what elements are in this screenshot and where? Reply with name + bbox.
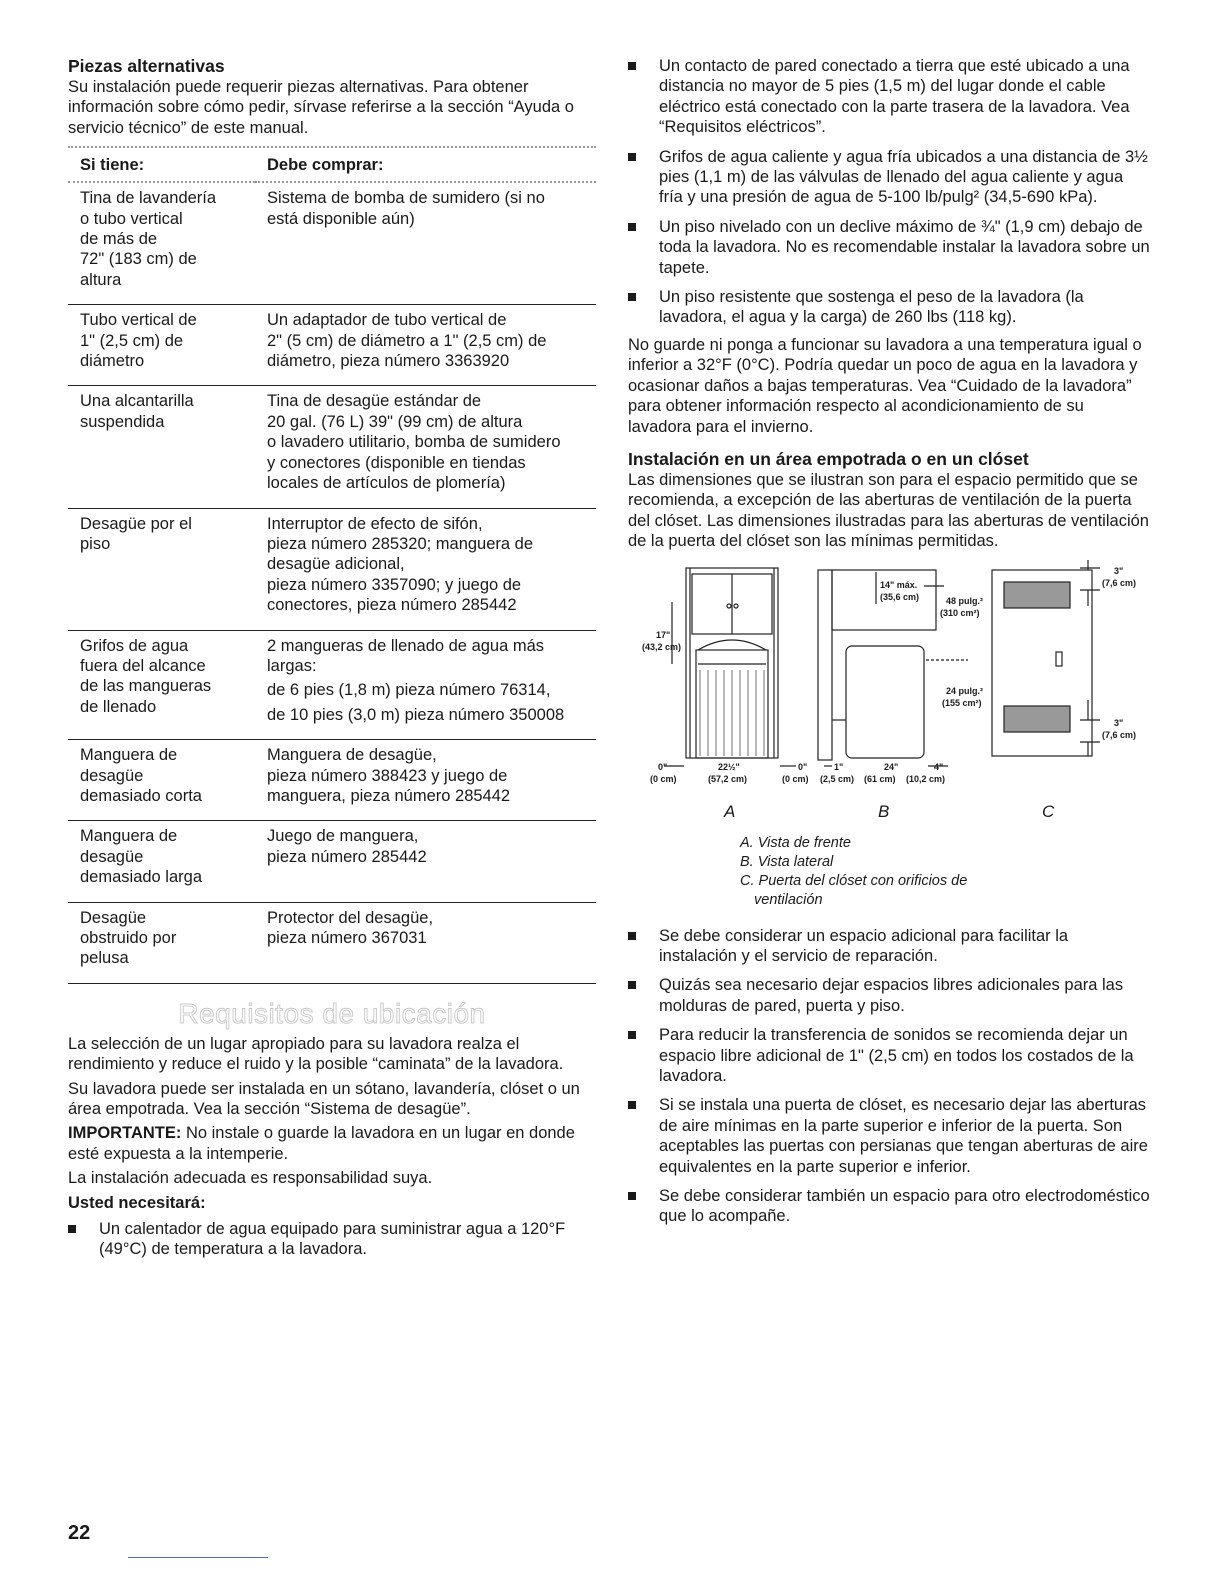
bullet-square-icon xyxy=(628,62,636,70)
bullet-square-icon xyxy=(628,223,636,231)
closet-heading: Instalación en un área empotrada o en un clóset xyxy=(628,448,1029,469)
cell-buy xyxy=(255,182,596,305)
cell-line: está disponible aún) xyxy=(267,209,415,228)
closet-text: Las dimensiones que se ilustran son para el espacio permitido que se recomienda, a excepción de las aberturas de ventilación de la puerta del clóset. Las dimensiones ilustradas para las aberturas de ventilación de la puerta del clóset son las mínimas permitidas. xyxy=(628,470,1149,551)
cell-have xyxy=(68,182,255,305)
cell-buy xyxy=(255,508,596,630)
list-item-text: Un piso resistente que sostenga el peso de la lavadora (la lavadora, el agua y la carga) de 260 lbs (118 kg). xyxy=(659,288,1084,327)
figure-label-a: A xyxy=(724,801,736,821)
cell-buy xyxy=(255,740,596,821)
dim-a-22: 22½" xyxy=(718,761,740,772)
cell-line: Tina de desagüe estándar de xyxy=(267,392,482,411)
table-row xyxy=(68,508,596,630)
alt-parts-heading: Piezas alternativas xyxy=(68,56,225,76)
location-p1: La selección de un lugar apropiado para su lavadora realza el rendimiento y reduce el ruido y la posible “caminata” de la lavadora. xyxy=(68,1034,564,1074)
side-view-washer xyxy=(846,646,924,758)
dim-b-24: 24" xyxy=(884,761,899,772)
table-row xyxy=(68,182,596,305)
dim-a-0b-cm: (0 cm) xyxy=(782,773,809,784)
important-text: No instale o guarde la lavadora en un lugar en donde esté expuesta a la intemperie. xyxy=(68,1124,575,1163)
cell-line: Sistema de bomba de sumidero (si no xyxy=(267,189,545,208)
cell-line: de 10 pies (3,0 m) pieza número 350008 xyxy=(267,705,565,724)
cell-line: Interruptor de efecto de sifón, xyxy=(267,514,483,533)
cell-line: obstruido por xyxy=(80,929,177,947)
table-row xyxy=(68,902,596,983)
cell-line: 20 gal. (76 L) 39" (99 cm) de altura xyxy=(267,412,523,431)
cell-buy xyxy=(255,821,596,902)
cell-have xyxy=(68,508,255,630)
cell-line: 1" (2,5 cm) de xyxy=(80,331,184,350)
cell-line: demasiado larga xyxy=(80,868,202,887)
clearance-diagram xyxy=(628,560,1150,800)
cell-line: 2 mangueras de llenado de agua más xyxy=(267,636,545,655)
cell-buy xyxy=(255,386,596,508)
dim-3-bot-cm: (7,6 cm) xyxy=(1102,729,1137,740)
dim-48-cm: (310 cm²) xyxy=(940,607,980,618)
location-p3: La instalación adecuada es responsabilidad suya. xyxy=(68,1169,433,1188)
bullet-square-icon xyxy=(628,1101,636,1109)
bullet-square-icon xyxy=(628,981,636,989)
important-label: IMPORTANTE: xyxy=(68,1124,182,1143)
cell-have xyxy=(68,902,255,983)
cell-line: Desagüe xyxy=(80,908,147,927)
list-item-text: Se debe considerar también un espacio para otro electrodoméstico que lo acompañe. xyxy=(659,1187,1150,1226)
dim-b-4: 4" xyxy=(934,761,944,772)
list-item xyxy=(628,926,1150,967)
caption-a: A. Vista de frente xyxy=(740,834,851,851)
table-row xyxy=(68,821,596,902)
cell-have xyxy=(68,821,255,902)
bullet-square-icon xyxy=(628,932,636,940)
cell-line: de las mangueras xyxy=(80,677,212,696)
cell-buy xyxy=(255,630,596,740)
cell-line: desagüe xyxy=(80,766,144,785)
cell-line: largas: xyxy=(267,656,317,675)
dim-b-1: 1" xyxy=(834,761,844,772)
dim-17: 17" xyxy=(656,629,671,640)
need-list xyxy=(68,1219,596,1260)
cell-have xyxy=(68,305,255,386)
list-item xyxy=(628,975,1150,1016)
dim-14: 14" máx. xyxy=(880,579,918,590)
table-row xyxy=(68,386,596,508)
table-row xyxy=(68,305,596,386)
bullet-square-icon xyxy=(68,1225,76,1233)
requirements-list xyxy=(628,56,1150,328)
cell-line: locales de artículos de plomería) xyxy=(267,474,506,493)
cell-line: Desagüe por el xyxy=(80,514,192,533)
divider xyxy=(68,146,596,148)
cell-line: pieza número 388423 y juego de xyxy=(267,766,508,785)
left-column xyxy=(68,56,596,1269)
cell-line: 2" (5 cm) de diámetro a 1" (2,5 cm) de xyxy=(267,331,547,350)
page-number: 22 xyxy=(68,1522,91,1544)
cell-line: 72" (183 cm) de xyxy=(80,250,197,269)
cell-line: o lavadero utilitario, bomba de sumidero xyxy=(267,433,561,452)
caption-b: B. Vista lateral xyxy=(740,853,834,870)
list-item-text: Para reducir la transferencia de sonidos se recomienda dejar un espacio libre adicional de 1" (2,5 cm) en todos los costados de la lavadora. xyxy=(659,1026,1134,1085)
cell-line: conectores, pieza número 285442 xyxy=(267,596,517,615)
figure-letters xyxy=(628,800,1150,830)
cell-line: Juego de manguera, xyxy=(267,827,419,846)
dim-14-cm: (35,6 cm) xyxy=(880,591,920,602)
right-column xyxy=(628,56,1150,1236)
upper-vent-icon xyxy=(1004,582,1070,608)
temperature-note: No guarde ni ponga a funcionar su lavadora a una temperatura igual o inferior a 32°F (0°C). Podría quedar un poco de agua en la lavadora y ocasionar daños a bajas temperaturas. Vea “Cuidado de la lavadora” para obtener información respecto al acondicionamiento de su lavadora para el invierno. xyxy=(628,335,1142,436)
cell-buy xyxy=(255,305,596,386)
cell-line: Un adaptador de tubo vertical de xyxy=(267,311,507,330)
list-item-text: Grifos de agua caliente y agua fría ubicados a una distancia de 3½ pies (1,1 m) de las válvulas de llenado del agua caliente y agua fría y una presión de agua de 5-100 lb/pulg² (34,5-690 kPa). xyxy=(659,147,1148,207)
cell-line: piso xyxy=(80,534,111,553)
list-item xyxy=(628,217,1150,278)
cell-have xyxy=(68,740,255,821)
cell-have xyxy=(68,630,255,740)
list-item-text: Un contacto de pared conectado a tierra que esté ubicado a una distancia no mayor de 5 pies (1,5 m) del lugar donde el cable eléctrico está conectado con la parte trasera de la lavadora. Vea “Requisitos eléctricos”. xyxy=(659,57,1130,137)
alt-parts-table xyxy=(68,152,596,984)
table-header-have: Si tiene: xyxy=(68,152,255,182)
list-item xyxy=(628,56,1150,138)
caption-c-cont: ventilación xyxy=(754,891,823,908)
cell-line: de más de xyxy=(80,230,158,249)
cell-line: altura xyxy=(80,270,122,289)
caption-c: C. Puerta del clóset con orificios de xyxy=(740,872,968,889)
dim-3-top: 3" xyxy=(1114,565,1124,576)
list-item xyxy=(628,287,1150,328)
bullet-square-icon xyxy=(628,293,636,301)
dim-3-bot: 3" xyxy=(1114,717,1124,728)
dim-b-4-cm: (10,2 cm) xyxy=(906,773,946,784)
figure-label-c: C xyxy=(1042,801,1055,821)
dim-3-top-cm: (7,6 cm) xyxy=(1102,577,1137,588)
cell-line: pieza número 3357090; y juego de xyxy=(267,575,522,594)
dim-17-cm: (43,2 cm) xyxy=(642,641,682,652)
lower-vent-icon xyxy=(1004,706,1070,732)
list-item-text: Quizás sea necesario dejar espacios libres adicionales para las molduras de pared, puerta y piso. xyxy=(659,976,1124,1015)
location-section-title: Requisitos de ubicación xyxy=(178,997,486,1029)
footer-line xyxy=(128,1557,268,1558)
cell-line: demasiado corta xyxy=(80,786,202,805)
cell-line: Grifos de agua xyxy=(80,636,189,655)
table-row xyxy=(68,740,596,821)
cell-line: diámetro xyxy=(80,352,145,371)
cell-line: o tubo vertical xyxy=(80,209,183,228)
cell-line: de llenado xyxy=(80,697,157,716)
cell-line: manguera, pieza número 285442 xyxy=(267,786,511,805)
dim-48: 48 pulg.² xyxy=(946,595,984,606)
table-header-buy: Debe comprar: xyxy=(255,152,596,182)
list-item-text: Un calentador de agua equipado para suministrar agua a 120°F (49°C) de temperatura a la lavadora. xyxy=(99,1220,566,1259)
cell-line: pieza número 285442 xyxy=(267,847,427,866)
cell-line: fuera del alcance xyxy=(80,656,206,675)
door-handle-icon xyxy=(1056,652,1062,666)
cell-line: pelusa xyxy=(80,949,129,968)
cell-line: suspendida xyxy=(80,412,165,431)
cell-line: Tina de lavandería xyxy=(80,189,217,208)
list-item xyxy=(628,1186,1150,1227)
cell-line: Una alcantarilla xyxy=(80,392,194,411)
figure-captions xyxy=(740,834,1150,910)
important-note xyxy=(68,1123,596,1164)
need-heading: Usted necesitará: xyxy=(68,1193,206,1212)
cell-line: y conectores (disponible en tiendas xyxy=(267,453,526,472)
cell-line: Tubo vertical de xyxy=(80,311,197,330)
location-p2: Su lavadora puede ser instalada en un sótano, lavandería, clóset o un área empotrada. Vea la sección “Sistema de desagüe”. xyxy=(68,1079,580,1119)
cell-line: pieza número 285320; manguera de xyxy=(267,534,534,553)
list-item xyxy=(68,1219,596,1260)
bullet-square-icon xyxy=(628,1192,636,1200)
cell-line: Manguera de desagüe, xyxy=(267,746,437,765)
bullet-square-icon xyxy=(628,153,636,161)
cell-line: Protector del desagüe, xyxy=(267,908,434,927)
cell-buy xyxy=(255,902,596,983)
installation-figure xyxy=(628,560,1150,800)
cell-line: Manguera de xyxy=(80,827,178,846)
dim-b-1-cm: (2,5 cm) xyxy=(820,773,855,784)
list-item xyxy=(628,1095,1150,1177)
cell-have xyxy=(68,386,255,508)
list-item-text: Si se instala una puerta de clóset, es necesario dejar las aberturas de aire mínimas en la parte superior e inferior de la puerta. Son aceptables las puertas con persianas que tengan aberturas de aire equivalentes en la parte superior e inferior. xyxy=(659,1096,1148,1176)
dim-b-24-cm: (61 cm) xyxy=(864,773,896,784)
dim-a-22-cm: (57,2 cm) xyxy=(708,773,748,784)
figure-label-b: B xyxy=(878,801,890,821)
dim-a-0-cm: (0 cm) xyxy=(650,773,677,784)
dim-a-0b: 0" xyxy=(798,761,808,772)
alt-parts-intro: Su instalación puede requerir piezas alternativas. Para obtener información sobre cómo pedir, sírvase referirse a la sección “Ayuda o servicio técnico” de este manual. xyxy=(68,78,574,137)
bullet-square-icon xyxy=(628,1031,636,1039)
list-item-text: Un piso nivelado con un declive máximo de ¾" (1,9 cm) debajo de toda la lavadora. No es recomendable instalar la lavadora sobre un tapete. xyxy=(659,217,1150,277)
list-item-text: Se debe considerar un espacio adicional para facilitar la instalación y el servicio de reparación. xyxy=(659,926,1069,965)
cell-line: diámetro, pieza número 3363920 xyxy=(267,352,510,371)
extra-requirements-list xyxy=(628,926,1150,1227)
list-item xyxy=(628,1025,1150,1086)
cell-line: desagüe adicional, xyxy=(267,555,405,574)
dim-24pulg: 24 pulg.² xyxy=(946,685,984,696)
dim-24pulg-cm: (155 cm²) xyxy=(942,697,982,708)
cell-line: desagüe xyxy=(80,847,144,866)
side-view-wall xyxy=(818,570,832,760)
dim-a-0: 0" xyxy=(658,761,668,772)
cell-line: de 6 pies (1,8 m) pieza número 76314, xyxy=(267,681,551,700)
table-row xyxy=(68,630,596,740)
cell-line: pieza número 367031 xyxy=(267,929,427,947)
list-item xyxy=(628,147,1150,208)
cell-line: Manguera de xyxy=(80,746,178,765)
